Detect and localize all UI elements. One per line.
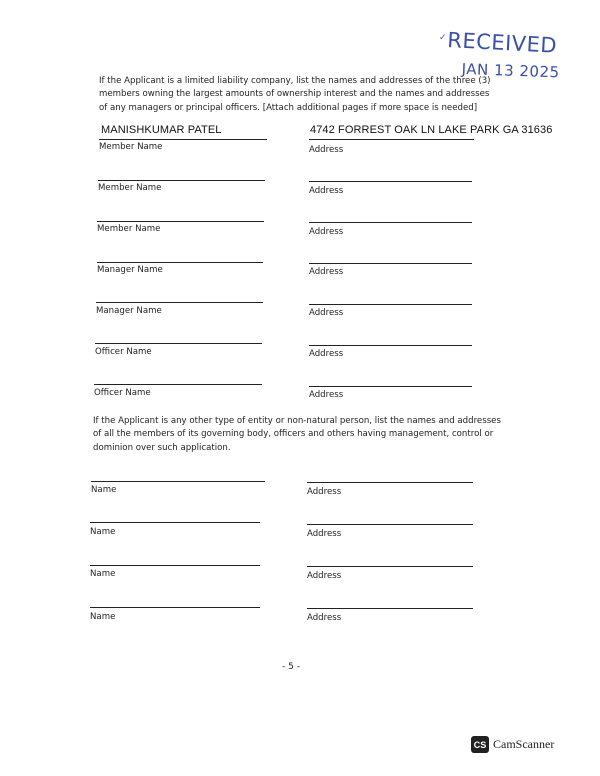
- address-label: Address: [309, 390, 344, 400]
- address-line[interactable]: [309, 304, 472, 305]
- member-name-line[interactable]: [99, 139, 267, 140]
- address-line[interactable]: [309, 263, 472, 264]
- name-label: Officer Name: [95, 347, 152, 357]
- address-line[interactable]: [309, 222, 472, 223]
- address-label: Address: [309, 267, 344, 277]
- name-label: Member Name: [99, 142, 163, 152]
- address-label: Address: [309, 145, 344, 155]
- llc-instructions: If the Applicant is a limited liability company, list the names and addresses of the three (3) members owning the largest amounts of ownership interest and the names and addresses of any managers or principal officers. [Attach additional pages if more space is needed]: [99, 76, 491, 113]
- stamp-tick-mark: ✓: [439, 33, 447, 43]
- name-label: Name: [90, 612, 116, 622]
- address-label: Address: [307, 613, 342, 623]
- received-stamp-date: JAN 13 2025: [461, 60, 560, 82]
- member-name-line[interactable]: [98, 180, 265, 181]
- name-label: Member Name: [97, 224, 161, 234]
- name-line[interactable]: [90, 607, 260, 608]
- address-label: Address: [307, 487, 342, 497]
- officer-name-line[interactable]: [94, 384, 262, 385]
- camscanner-watermark: [471, 736, 554, 753]
- address-line[interactable]: [307, 524, 473, 525]
- address-line[interactable]: [309, 345, 472, 346]
- officer-name-line[interactable]: [95, 343, 262, 344]
- other-entity-instructions: If the Applicant is any other type of entity or non-natural person, list the names and addresses of all the members of its governing body, officers and others having management, control or dominion over such application.: [93, 416, 501, 453]
- address-label: Address: [307, 571, 342, 581]
- name-label: Name: [90, 569, 116, 579]
- address-line[interactable]: [309, 181, 472, 182]
- name-line[interactable]: [91, 481, 265, 482]
- name-label: Manager Name: [97, 265, 163, 275]
- member-address-value: 4742 FORREST OAK LN LAKE PARK GA 31636: [310, 124, 553, 136]
- address-label: Address: [307, 529, 342, 539]
- address-label: Address: [309, 227, 344, 237]
- received-stamp: RECEIVED: [446, 28, 558, 58]
- name-label: Name: [91, 485, 117, 495]
- address-line[interactable]: [309, 139, 474, 140]
- manager-name-line[interactable]: [97, 262, 263, 263]
- address-line[interactable]: [307, 566, 473, 567]
- name-label: Officer Name: [94, 388, 151, 398]
- member-name-value: MANISHKUMAR PATEL: [101, 124, 222, 136]
- address-line[interactable]: [309, 386, 472, 387]
- address-label: Address: [309, 349, 344, 359]
- camscanner-label: CamScanner: [493, 737, 555, 751]
- manager-name-line[interactable]: [96, 302, 263, 303]
- name-line[interactable]: [90, 565, 260, 566]
- name-label: Manager Name: [96, 306, 162, 316]
- camscanner-logo-icon: CS: [471, 736, 489, 753]
- address-label: Address: [309, 186, 344, 196]
- address-label: Address: [309, 308, 344, 318]
- name-label: Name: [90, 527, 116, 537]
- name-label: Member Name: [98, 183, 162, 193]
- page-number: - 5 -: [282, 662, 300, 672]
- name-line[interactable]: [90, 522, 260, 523]
- address-line[interactable]: [307, 608, 473, 609]
- member-name-line[interactable]: [97, 221, 264, 222]
- address-line[interactable]: [307, 482, 473, 483]
